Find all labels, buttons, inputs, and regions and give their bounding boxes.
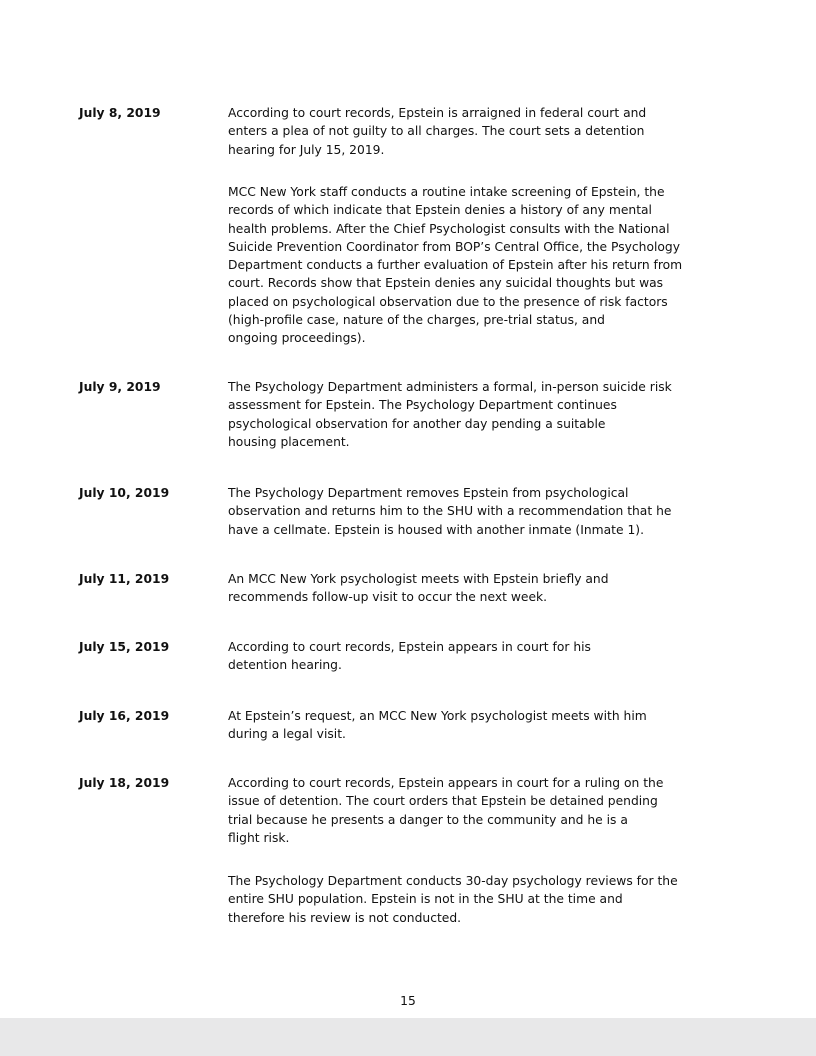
paragraph-line: (high-profile case, nature of the charges, pre-trial status, and <box>228 313 605 328</box>
paragraph-line: therefore his review is not conducted. <box>228 910 462 925</box>
paragraph-line: detention hearing. <box>228 658 342 673</box>
entry-paragraph <box>228 378 698 451</box>
paragraph-line: An MCC New York psychologist meets with Epstein briefly and <box>228 572 609 586</box>
paragraph-line: observation and returns him to the SHU with a recommendation that he <box>228 504 672 519</box>
page-number: 15 <box>400 994 416 1008</box>
paragraph-line: placed on psychological observation due to the presence of risk factors <box>228 294 668 309</box>
paragraph-line: housing placement. <box>228 434 350 449</box>
entry-date: July 9, 2019 <box>79 380 161 394</box>
paragraph-line: trial because he presents a danger to the community and he is a <box>228 812 628 827</box>
paragraph-line: health problems. After the Chief Psychologist consults with the National <box>228 221 670 236</box>
entry-date: July 11, 2019 <box>79 572 170 586</box>
paragraph-line: ongoing proceedings). <box>228 331 366 346</box>
paragraph-line: assessment for Epstein. The Psychology Department continues <box>228 398 617 413</box>
paragraph-line: records of which indicate that Epstein denies a history of any mental <box>228 203 652 218</box>
entry-paragraph <box>228 872 698 927</box>
paragraph-line: have a cellmate. Epstein is housed with another inmate (Inmate 1). <box>228 522 644 537</box>
entry-paragraph <box>228 707 698 744</box>
viewer-footer-bar <box>0 1018 816 1056</box>
entry-paragraph <box>228 104 698 159</box>
paragraph-line: Suicide Prevention Coordinator from BOP’s Central Office, the Psychology <box>228 239 680 254</box>
entry-paragraph <box>228 570 698 607</box>
paragraph-line: The Psychology Department conducts 30-day psychology reviews for the <box>228 874 678 888</box>
paragraph-line: enters a plea of not guilty to all charges. The court sets a detention <box>228 124 645 139</box>
paragraph-line: Department conducts a further evaluation of Epstein after his return from <box>228 258 683 273</box>
entry-date: July 18, 2019 <box>79 776 170 790</box>
entry-paragraph <box>228 484 698 539</box>
entry-paragraph <box>228 638 698 675</box>
paragraph-line: issue of detention. The court orders that Epstein be detained pending <box>228 794 658 809</box>
paragraph-line: flight risk. <box>228 830 290 845</box>
paragraph-line: The Psychology Department administers a formal, in-person suicide risk <box>228 380 672 394</box>
entry-date: July 8, 2019 <box>79 106 161 120</box>
entry-date: July 15, 2019 <box>79 640 170 654</box>
paragraph-line: The Psychology Department removes Epstein from psychological <box>228 486 629 500</box>
paragraph-line: According to court records, Epstein appears in court for a ruling on the <box>228 776 664 790</box>
paragraph-line: psychological observation for another day pending a suitable <box>228 416 606 431</box>
paragraph-line: during a legal visit. <box>228 727 346 742</box>
entry-date: July 10, 2019 <box>79 486 170 500</box>
paragraph-line: According to court records, Epstein is arraigned in federal court and <box>228 106 647 120</box>
paragraph-line: According to court records, Epstein appears in court for his <box>228 640 591 654</box>
paragraph-line: hearing for July 15, 2019. <box>228 142 385 157</box>
entry-paragraph <box>228 774 698 847</box>
paragraph-line: MCC New York staff conducts a routine intake screening of Epstein, the <box>228 185 665 199</box>
entry-paragraph <box>228 183 698 348</box>
paragraph-line: At Epstein’s request, an MCC New York psychologist meets with him <box>228 709 647 723</box>
paragraph-line: court. Records show that Epstein denies any suicidal thoughts but was <box>228 276 664 291</box>
entry-date: July 16, 2019 <box>79 709 170 723</box>
paragraph-line: entire SHU population. Epstein is not in the SHU at the time and <box>228 892 623 907</box>
paragraph-line: recommends follow-up visit to occur the next week. <box>228 590 548 605</box>
